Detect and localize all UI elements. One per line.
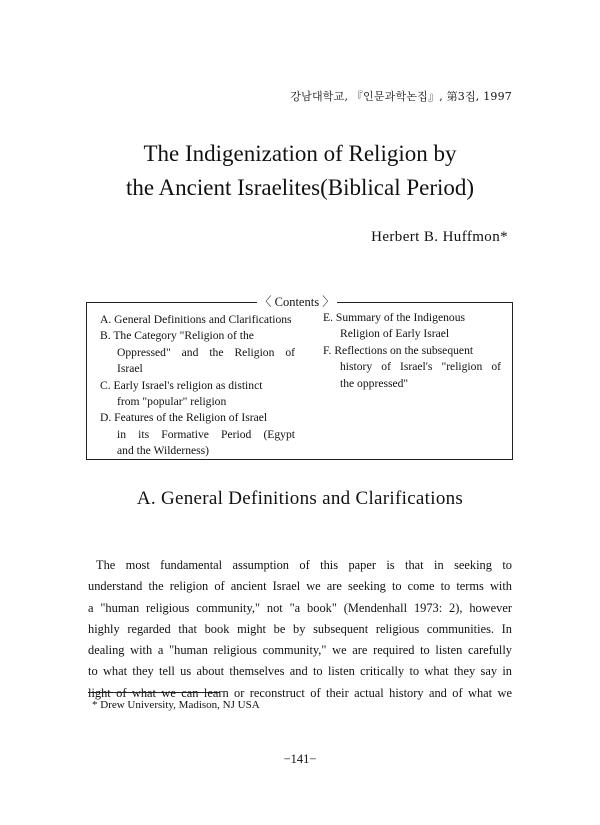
page-number: −141−	[283, 752, 317, 766]
contents-item-c-cont: from "popular" religion	[117, 395, 227, 409]
contents-item-a: A. General Definitions and Clarifications	[100, 313, 292, 326]
footnote: * Drew University, Madison, NJ USA	[92, 699, 260, 711]
contents-item-e: E. Summary of the Indigenous	[323, 311, 466, 324]
contents-item-b-cont: Israel	[117, 362, 143, 376]
contents-item-b-cont: Oppressed" and the Religion of	[117, 345, 295, 359]
contents-left-column	[100, 312, 295, 460]
author-name: Herbert B. Huffmon*	[371, 229, 508, 245]
body-line: dealing with a "human religious community," we are required to listen carefully	[88, 643, 512, 658]
contents-item-e-cont: Religion of Early Israel	[340, 327, 450, 341]
contents-item-c: C. Early Israel's religion as distinct	[100, 378, 263, 392]
contents-box	[86, 295, 513, 460]
contents-item-f-cont: history of Israel's "religion of	[340, 360, 501, 374]
paper-title	[0, 138, 600, 203]
contents-item-f-cont: the oppressed"	[340, 376, 409, 390]
section-heading: A. General Definitions and Clarifications	[136, 488, 464, 509]
contents-item-b: B. The Category "Religion of the	[100, 329, 254, 343]
contents-label: 〈 Contents 〉	[259, 295, 335, 309]
footnote-divider	[88, 692, 220, 693]
contents-item-f: F. Reflections on the subsequent	[323, 343, 474, 357]
body-line: to what they tell us about themselves and to listen critically to what they say in	[88, 664, 512, 679]
running-header: 강남대학교, 『인문과학논집』, 第3집, 1997	[290, 90, 512, 103]
body-line: light of what we can learn or reconstruct of their actual history and of what we	[88, 685, 512, 700]
body-paragraph	[88, 555, 512, 704]
contents-item-d-cont: and the Wilderness)	[117, 444, 210, 458]
contents-item-d-cont: in its Formative Period (Egypt	[117, 427, 295, 441]
body-line: highly regarded that book might be by subsequent religious communities. In	[88, 621, 512, 636]
title-line-2: the Ancient Israelites(Biblical Period)	[125, 175, 475, 200]
body-line: understand the religion of ancient Israel we are seeking to come to terms with	[88, 579, 512, 594]
body-line: The most fundamental assumption of this paper is that in seeking to	[96, 558, 512, 572]
contents-right-column	[323, 310, 501, 392]
body-line: a "human religious community," not "a book" (Mendenhall 1973: 2), however	[88, 600, 512, 615]
title-line-1: The Indigenization of Religion by	[143, 141, 457, 166]
contents-item-d: D. Features of the Religion of Israel	[100, 411, 268, 425]
